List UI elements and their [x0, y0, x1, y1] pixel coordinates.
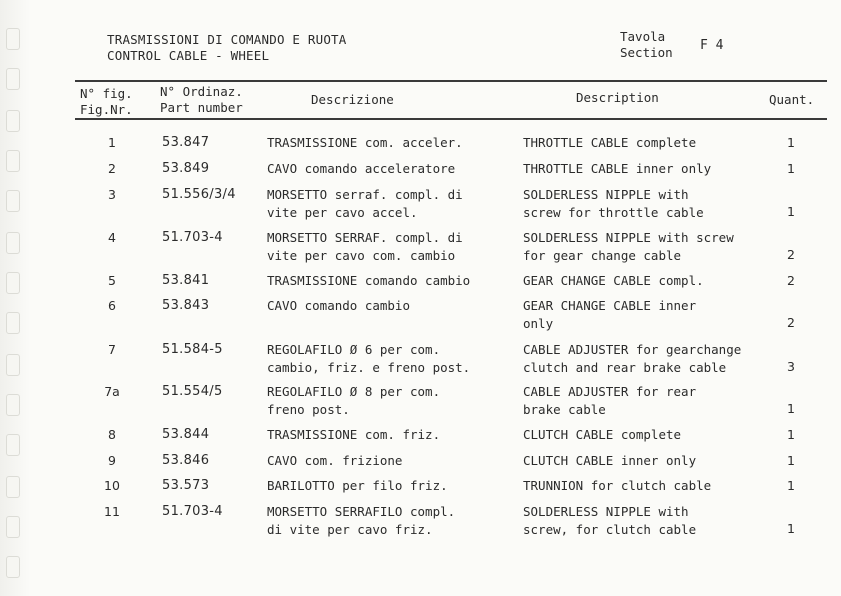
description-italian — [267, 383, 440, 419]
part-number: 51.703-4 — [162, 504, 223, 519]
binder-hole — [6, 272, 20, 294]
description-italian-line: MORSETTO SERRAFILO compl. — [267, 504, 456, 519]
description-italian — [267, 297, 410, 315]
description-italian-line: CAVO com. frizione — [267, 453, 403, 468]
binder-hole — [6, 312, 20, 334]
col-header-fig-it: N° fig. — [80, 86, 133, 101]
description-italian — [267, 134, 463, 152]
description-italian — [267, 426, 440, 444]
description-english-line: screw for throttle cable — [523, 205, 704, 220]
header-rule-top — [75, 80, 827, 82]
col-header-part-it: N° Ordinaz. — [160, 84, 243, 99]
quantity: 1 — [787, 401, 795, 416]
description-english — [523, 383, 696, 419]
description-italian-line: cambio, friz. e freno post. — [267, 360, 471, 375]
col-header-part — [160, 84, 243, 116]
col-header-fig — [80, 86, 133, 118]
binder-hole — [6, 232, 20, 254]
description-english — [523, 452, 696, 470]
quantity: 1 — [787, 204, 795, 219]
description-english-line: SOLDERLESS NIPPLE with — [523, 187, 689, 202]
binder-hole — [6, 68, 20, 90]
quantity: 1 — [787, 427, 795, 442]
part-number: 51.554/5 — [162, 384, 223, 399]
part-number: 53.573 — [162, 478, 210, 493]
description-english-line: SOLDERLESS NIPPLE with — [523, 504, 689, 519]
fig-number: 5 — [108, 273, 116, 288]
part-number: 53.846 — [162, 453, 210, 468]
part-number: 53.841 — [162, 273, 210, 288]
binder-hole — [6, 476, 20, 498]
description-italian-line: REGOLAFILO Ø 8 per com. — [267, 384, 441, 399]
col-header-part-en: Part number — [160, 100, 243, 115]
fig-number: 10 — [104, 478, 120, 493]
description-italian-line: BARILOTTO per filo friz. — [267, 478, 448, 493]
fig-number: 2 — [108, 161, 116, 176]
part-number: 51.703-4 — [162, 230, 223, 245]
description-italian — [267, 186, 463, 222]
description-italian — [267, 452, 402, 470]
fig-number: 8 — [108, 427, 116, 442]
description-english-line: THROTTLE CABLE inner only — [523, 161, 712, 176]
description-english-line: brake cable — [523, 402, 606, 417]
fig-number: 1 — [108, 135, 116, 150]
fig-number: 4 — [108, 230, 116, 245]
binder-hole — [6, 556, 20, 578]
description-italian-line: TRASMISSIONE comando cambio — [267, 273, 471, 288]
description-english-line: SOLDERLESS NIPPLE with screw — [523, 230, 734, 245]
description-italian-line: freno post. — [267, 402, 350, 417]
description-english-line: CABLE ADJUSTER for gearchange — [523, 342, 742, 357]
col-header-descr-en: Description — [576, 90, 659, 105]
description-italian — [267, 341, 470, 377]
description-english — [523, 160, 711, 178]
section-code: F 4 — [700, 38, 724, 53]
part-number: 51.556/3/4 — [162, 187, 236, 202]
binder-hole — [6, 434, 20, 456]
description-italian-line: TRASMISSIONE com. acceler. — [267, 135, 463, 150]
part-number: 51.584-5 — [162, 342, 223, 357]
title-italian: TRASMISSIONI DI COMANDO E RUOTA — [107, 32, 347, 47]
description-italian — [267, 272, 470, 290]
part-number: 53.849 — [162, 161, 210, 176]
description-english-line: TRUNNION for clutch cable — [523, 478, 712, 493]
fig-number: 3 — [108, 187, 116, 202]
description-english — [523, 272, 704, 290]
description-english-line: THROTTLE CABLE complete — [523, 135, 697, 150]
quantity: 1 — [787, 478, 795, 493]
binder-hole — [6, 150, 20, 172]
part-number: 53.844 — [162, 427, 210, 442]
description-italian-line: di vite per cavo friz. — [267, 522, 433, 537]
description-english — [523, 341, 741, 377]
description-english-line: screw, for clutch cable — [523, 522, 697, 537]
description-italian-line: CAVO comando cambio — [267, 298, 410, 313]
fig-number: 7a — [104, 384, 120, 399]
fig-number: 7 — [108, 342, 116, 357]
fig-number: 6 — [108, 298, 116, 313]
quantity: 2 — [787, 315, 795, 330]
col-header-fig-en: Fig.Nr. — [80, 102, 133, 117]
description-italian — [267, 160, 455, 178]
description-italian-line: vite per cavo com. cambio — [267, 248, 456, 263]
description-italian — [267, 477, 448, 495]
section-label-en: Section — [620, 45, 673, 60]
description-english-line: clutch and rear brake cable — [523, 360, 727, 375]
binder-hole — [6, 354, 20, 376]
description-english-line: GEAR CHANGE CABLE inner — [523, 298, 697, 313]
description-italian-line: MORSETTO serraf. compl. di — [267, 187, 463, 202]
page-title — [107, 32, 347, 64]
header-rule-bottom — [75, 118, 827, 120]
quantity: 1 — [787, 521, 795, 536]
description-english-line: for gear change cable — [523, 248, 682, 263]
binder-hole — [6, 394, 20, 416]
description-english-line: GEAR CHANGE CABLE compl. — [523, 273, 704, 288]
binder-hole — [6, 110, 20, 132]
description-italian-line: CAVO comando acceleratore — [267, 161, 456, 176]
description-italian-line: REGOLAFILO Ø 6 per com. — [267, 342, 441, 357]
description-english — [523, 503, 696, 539]
quantity: 1 — [787, 453, 795, 468]
description-english-line: CABLE ADJUSTER for rear — [523, 384, 697, 399]
description-english — [523, 186, 704, 222]
fig-number: 11 — [104, 504, 120, 519]
description-italian-line: vite per cavo accel. — [267, 205, 418, 220]
part-number: 53.843 — [162, 298, 210, 313]
part-number: 53.847 — [162, 135, 210, 150]
col-header-descr-it: Descrizione — [311, 92, 394, 107]
description-english-line: CLUTCH CABLE complete — [523, 427, 682, 442]
quantity: 1 — [787, 161, 795, 176]
title-english: CONTROL CABLE - WHEEL — [107, 48, 270, 63]
description-english — [523, 426, 681, 444]
quantity: 2 — [787, 247, 795, 262]
binder-hole — [6, 190, 20, 212]
description-english — [523, 229, 734, 265]
description-italian-line: MORSETTO SERRAF. compl. di — [267, 230, 463, 245]
description-english-line: only — [523, 316, 554, 331]
col-header-qty: Quant. — [769, 92, 815, 107]
fig-number: 9 — [108, 453, 116, 468]
quantity: 3 — [787, 359, 795, 374]
description-english — [523, 134, 696, 152]
description-english — [523, 477, 711, 495]
description-italian — [267, 229, 463, 265]
binder-hole — [6, 516, 20, 538]
tavola-label: Tavola — [620, 29, 666, 44]
description-italian-line: TRASMISSIONE com. friz. — [267, 427, 441, 442]
quantity: 2 — [787, 273, 795, 288]
quantity: 1 — [787, 135, 795, 150]
description-english-line: CLUTCH CABLE inner only — [523, 453, 697, 468]
description-italian — [267, 503, 455, 539]
description-english — [523, 297, 696, 333]
section-label — [620, 29, 673, 61]
binder-hole — [6, 28, 20, 50]
